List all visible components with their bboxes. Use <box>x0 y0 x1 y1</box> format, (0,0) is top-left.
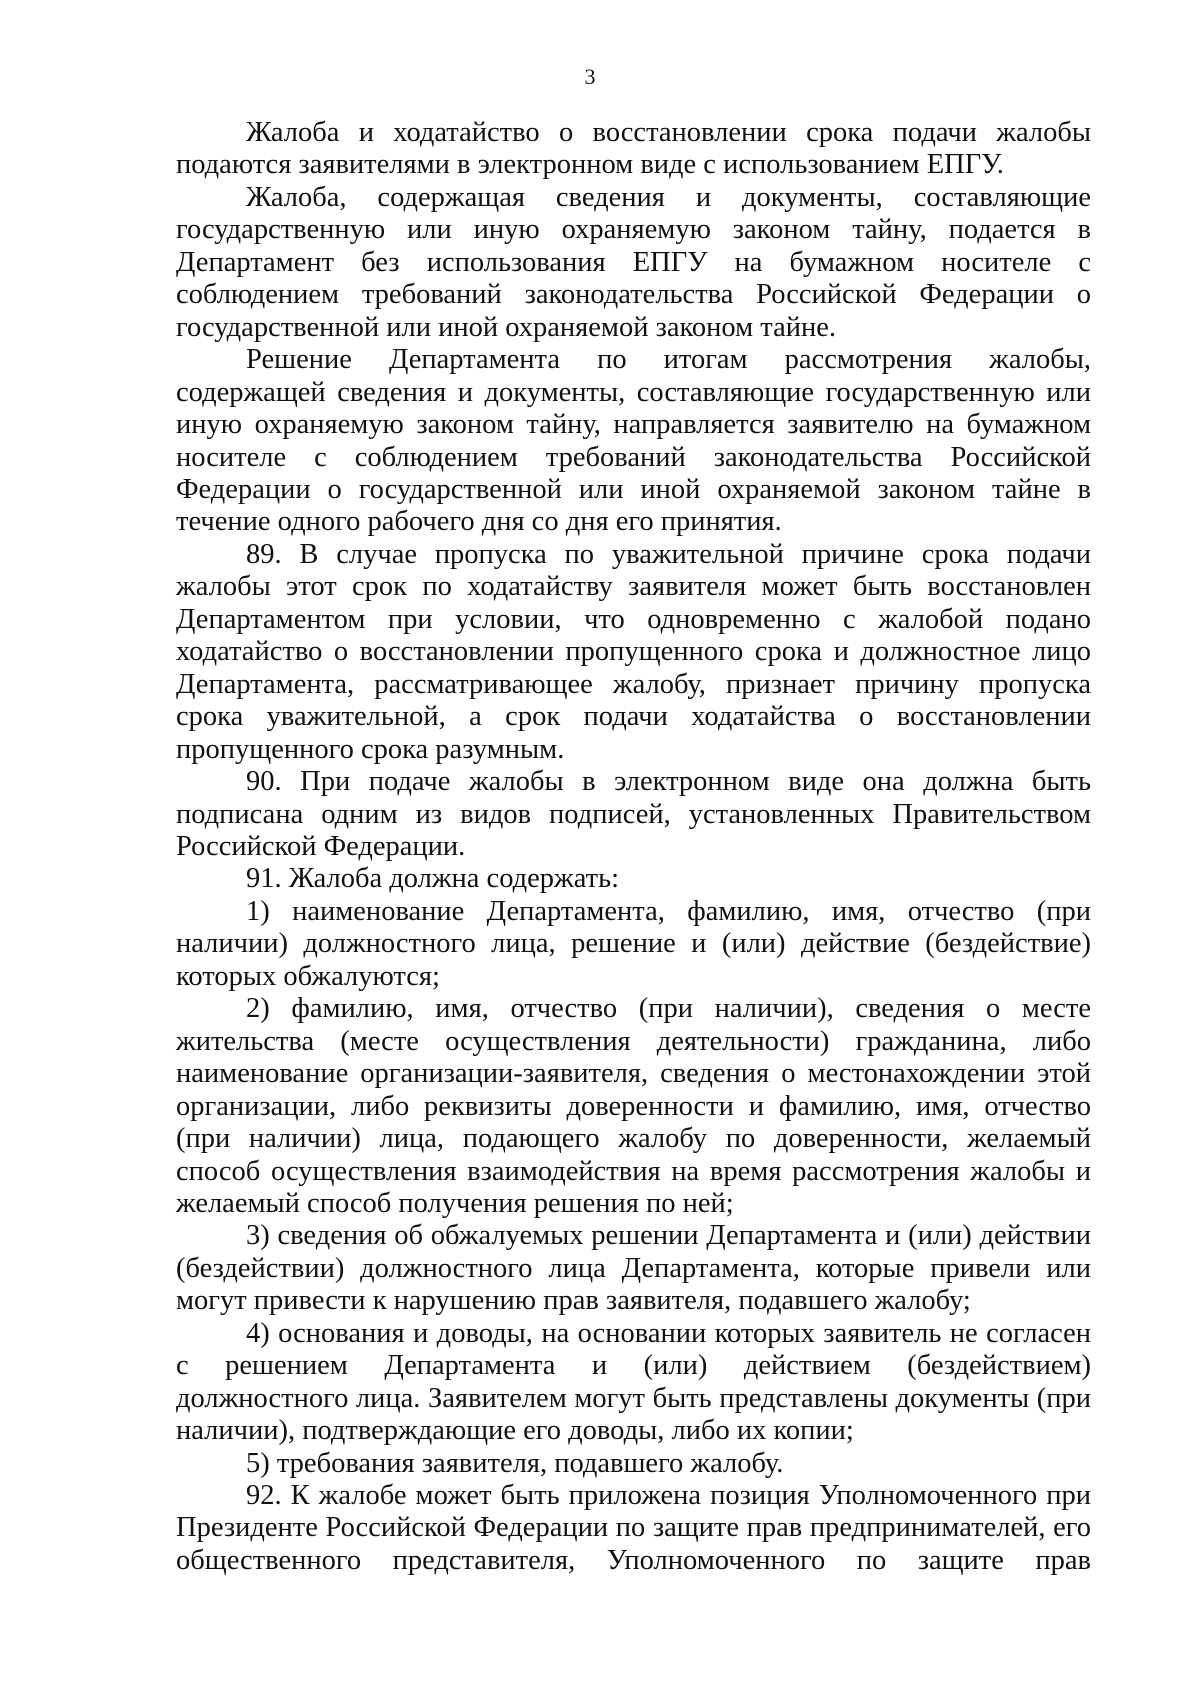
list-item-5: 5) требования заявителя, подавшего жалобу. <box>246 1447 784 1479</box>
list-item-2: 2) фамилию, имя, отчество (при наличии), сведения о месте жительства (месте осуществления деятельности) гражданина, либо наименование организации-заявителя, сведения о местонахождении этой организации, либо реквизиты доверенности и фамилию, имя, отчество (при наличии) лица, подающего жалобу по доверенности, желаемый способ осуществления взаимодействия на время рассмотрения жалобы и желаемый способ получения решения по ней; <box>176 993 1091 1219</box>
paragraph: Жалоба и ходатайство о восстановлении срока подачи жалобы подаются заявителями в электронном виде с использованием ЕПГУ. <box>176 117 1091 181</box>
list-item-1: 1) наименование Департамента, фамилию, имя, отчество (при наличии) должностного лица, решение и (или) действие (бездействие) которых обжалуются; <box>176 895 1091 992</box>
list-item-4: 4) основания и доводы, на основании которых заявитель не согласен с решением Департамента и (или) действием (бездействием) должностного лица. Заявителем могут быть представлены документы (при наличии), подтверждающие его доводы, либо их копии; <box>176 1317 1091 1447</box>
paragraph: Решение Департамента по итогам рассмотрения жалобы, содержащей сведения и документы, составляющие государственную или иную охраняемую законом тайну, направляется заявителю на бумажном носителе с соблюдением требований законодательства Российской Федерации о государственной или иной охраняемой законом тайне в течение одного рабочего дня со дня его принятия. <box>176 344 1091 538</box>
list-item-3: 3) сведения об обжалуемых решении Департамента и (или) действии (бездействии) должностного лица Департамента, которые привели или могут привести к нарушению прав заявителя, подавшего жалобу; <box>176 1220 1091 1317</box>
paragraph: Жалоба, содержащая сведения и документы, составляющие государственную или иную охраняемую законом тайну, подается в Департамент без использования ЕПГУ на бумажном носителе с соблюдением требований законодательства Российской Федерации о государственной или иной охраняемой законом тайне. <box>176 181 1091 343</box>
document-body <box>176 117 1091 1577</box>
page-number: 3 <box>584 64 596 89</box>
paragraph-item-92: 92. К жалобе может быть приложена позиция Уполномоченного при Президенте Российской Федерации по защите прав предпринимателей, его общественного представителя, Уполномоченного по защите прав <box>176 1480 1091 1576</box>
paragraph-item-91: 91. Жалоба должна содержать: <box>246 863 619 895</box>
paragraph-item-90: 90. При подаче жалобы в электронном виде она должна быть подписана одним из видов подписей, установленных Правительством Российской Федерации. <box>176 766 1091 862</box>
paragraph-item-89: 89. В случае пропуска по уважительной причине срока подачи жалобы этот срок по ходатайству заявителя может быть восстановлен Департаментом при условии, что одновременно с жалобой подано ходатайство о восстановлении пропущенного срока и должностное лицо Департамента, рассматривающее жалобу, признает причину пропуска срока уважительной, а срок подачи ходатайства о восстановлении пропущенного срока разумным. <box>176 538 1091 765</box>
